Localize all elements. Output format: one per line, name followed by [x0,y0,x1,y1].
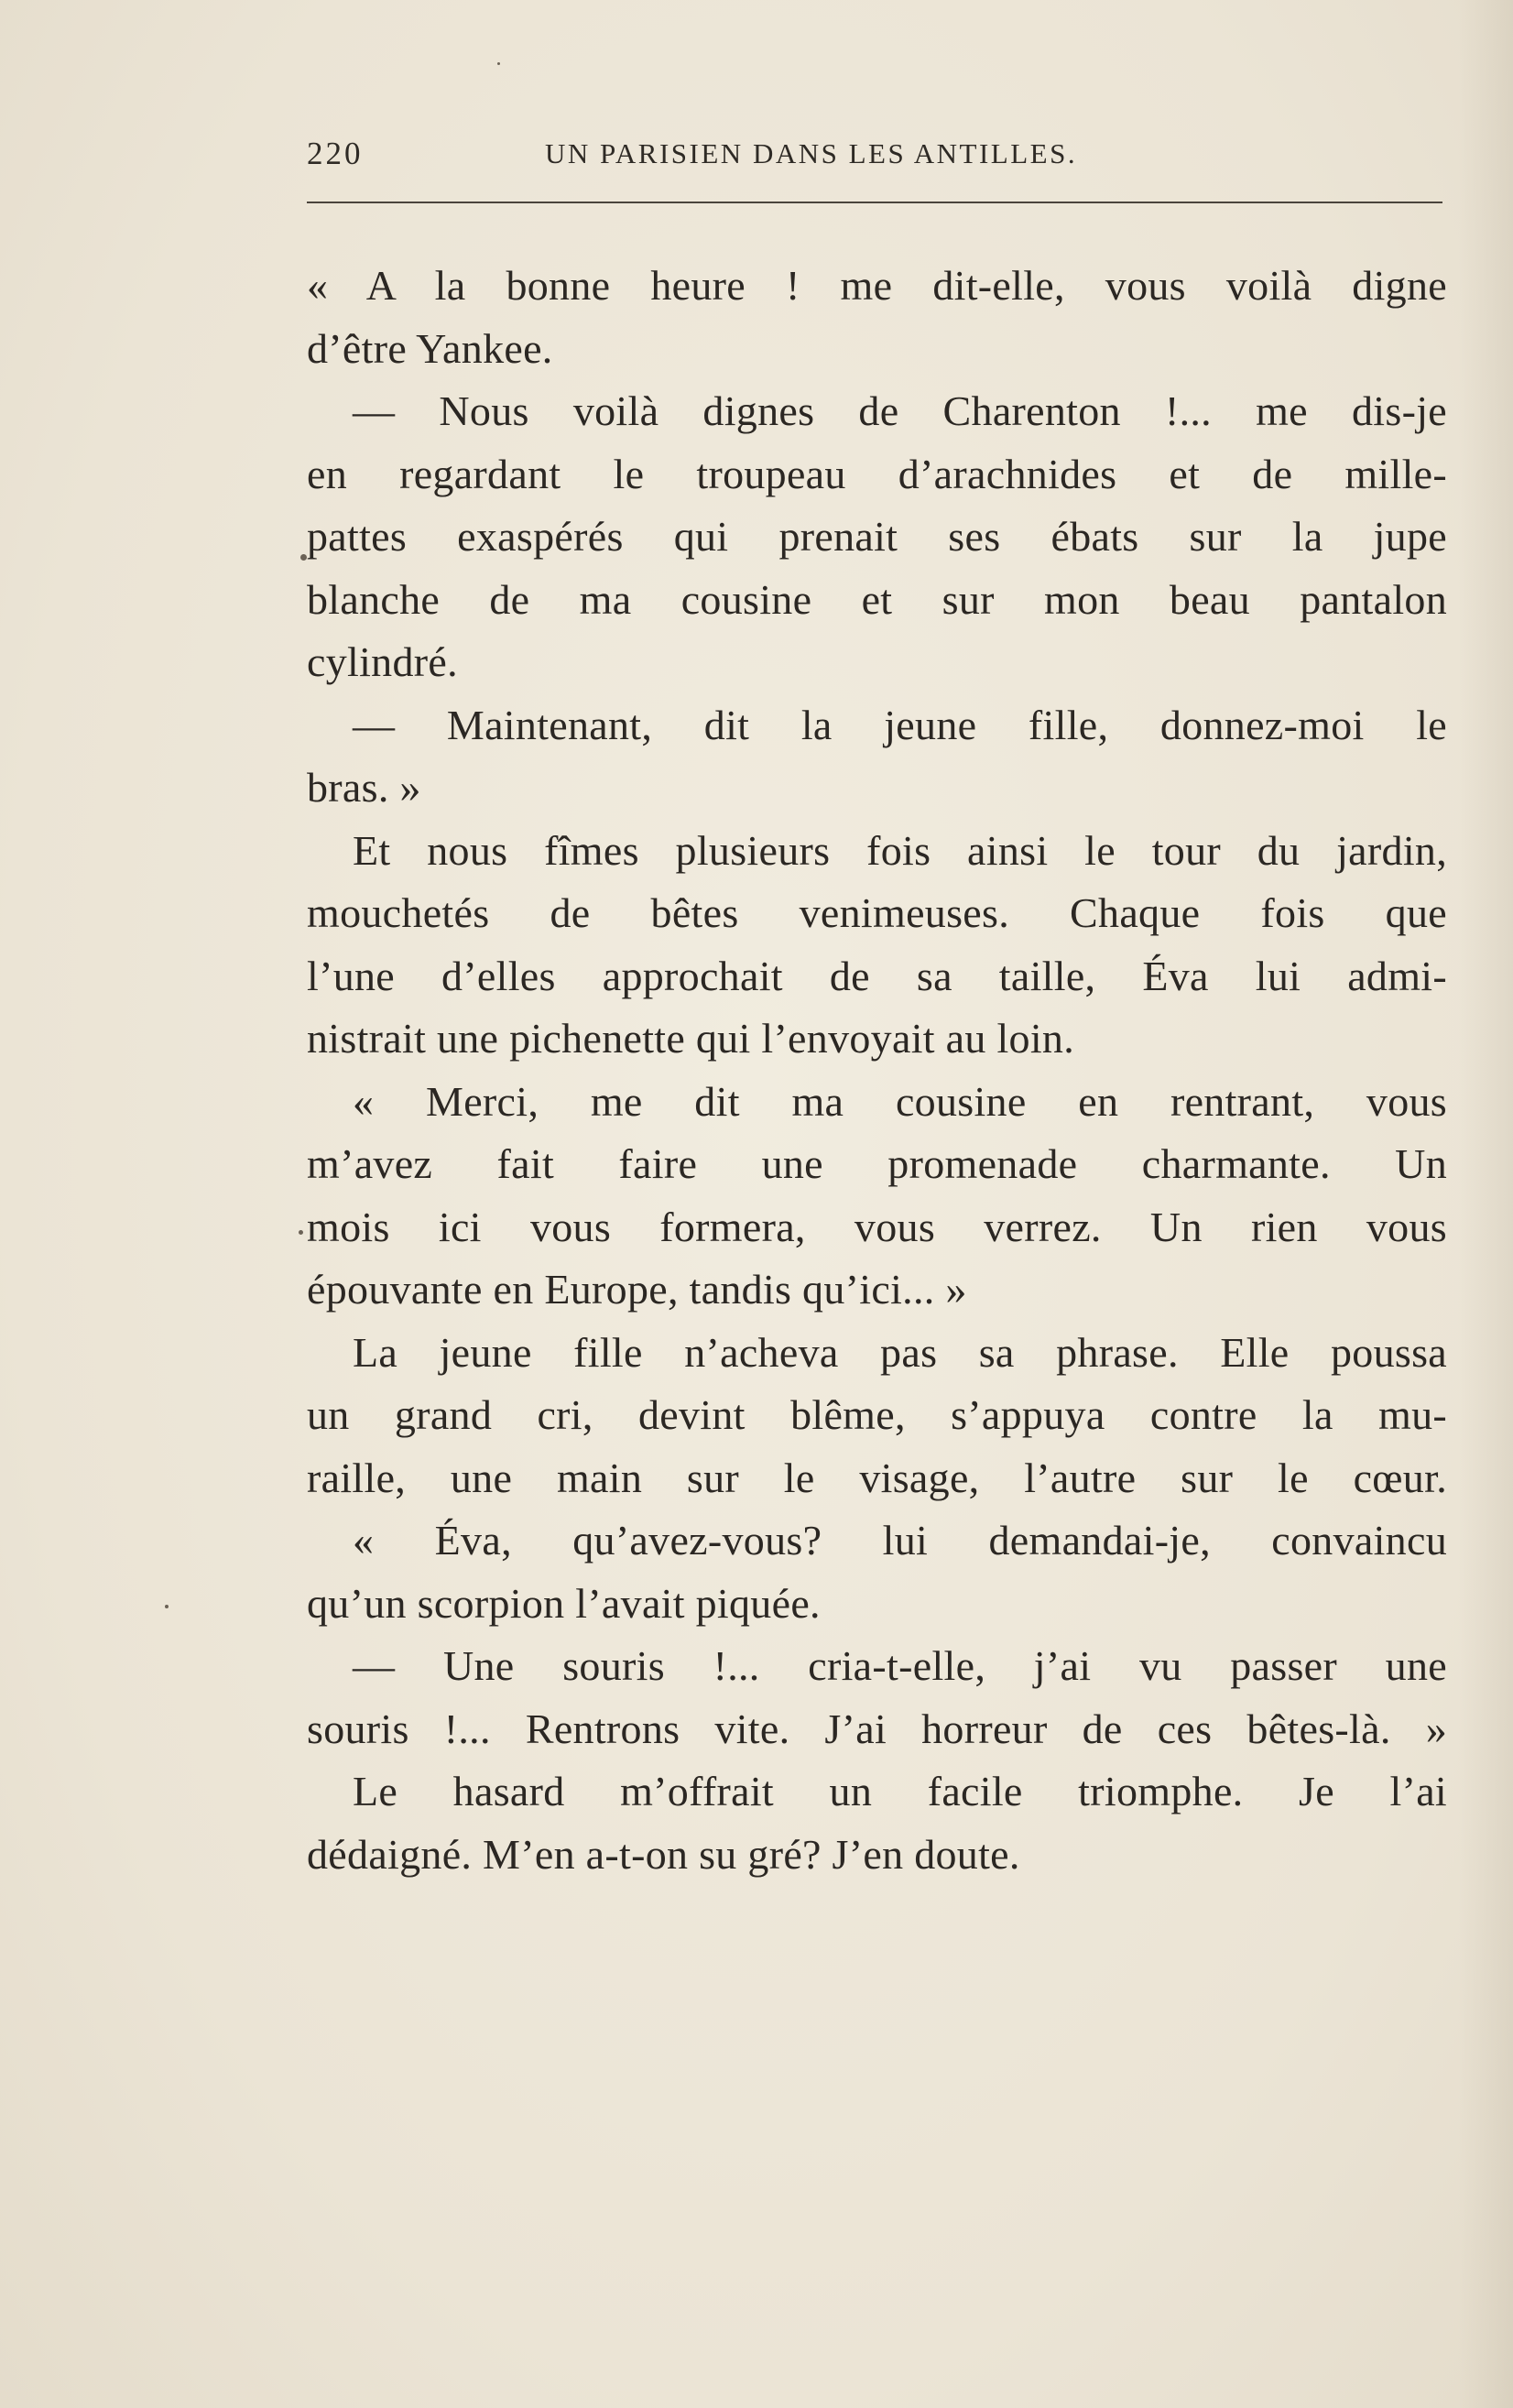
text-line: mois ici vous formera, vous verrez. Un rien vous [307,1203,1447,1250]
header-rule [307,202,1442,203]
ink-speck [497,62,500,65]
ink-speck [300,554,307,561]
text-line: Le hasard m’offrait un facile triomphe. Je l’ai [353,1768,1447,1814]
text-line: mouchetés de bêtes venimeuses. Chaque fois que [307,889,1447,936]
text-line: La jeune fille n’acheva pas sa phrase. Elle poussa [353,1328,1447,1376]
text-line: — Maintenant, dit la jeune fille, donnez-moi le [353,701,1447,748]
text-line: dédaigné. M’en a-t-on su gré? J’en doute. [307,1830,1020,1878]
text-line: l’une d’elles approchait de sa taille, Éva lui admi- [307,952,1447,999]
ink-speck [299,1230,303,1235]
text-line: nistrait une pichenette qui l’envoyait au loin. [307,1015,1075,1062]
text-line: m’avez fait faire une promenade charmante. Un [307,1140,1447,1187]
text-line: cylindré. [307,638,458,685]
text-line: qu’un scorpion l’avait piquée. [307,1579,821,1627]
page-header [307,136,1442,172]
page-number: 220 [307,136,364,171]
body-text [307,255,1447,1886]
running-title: UN PARISIEN DANS LES ANTILLES. [545,137,1078,169]
text-line: épouvante en Europe, tandis qu’ici... » [307,1266,967,1313]
text-line: Et nous fîmes plusieurs fois ainsi le tour du jardin, [353,826,1447,874]
text-line: d’être Yankee. [307,324,553,372]
text-line: bras. » [307,764,421,811]
page-edge-shadow [1458,0,1513,2408]
text-line: raille, une main sur le visage, l’autre sur le cœur. [307,1454,1447,1501]
text-line: — Une souris !... cria-t-elle, j’ai vu passer une [353,1642,1447,1689]
text-line: « A la bonne heure ! me dit-elle, vous voilà digne [307,262,1447,309]
text-line: en regardant le troupeau d’arachnides et de mille- [307,450,1447,497]
ink-speck [165,1605,169,1608]
text-line: blanche de ma cousine et sur mon beau pantalon [307,575,1447,623]
text-line: un grand cri, devint blême, s’appuya contre la mu- [307,1391,1447,1438]
text-line: pattes exaspérés qui prenait ses ébats sur la jupe [307,513,1447,560]
text-line: souris !... Rentrons vite. J’ai horreur de ces bêtes-là. » [307,1705,1447,1752]
text-line: « Éva, qu’avez-vous? lui demandai-je, convaincu [353,1517,1447,1564]
text-line: « Merci, me dit ma cousine en rentrant, vous [353,1077,1447,1125]
text-line: — Nous voilà dignes de Charenton !... me dis-je [353,387,1447,434]
